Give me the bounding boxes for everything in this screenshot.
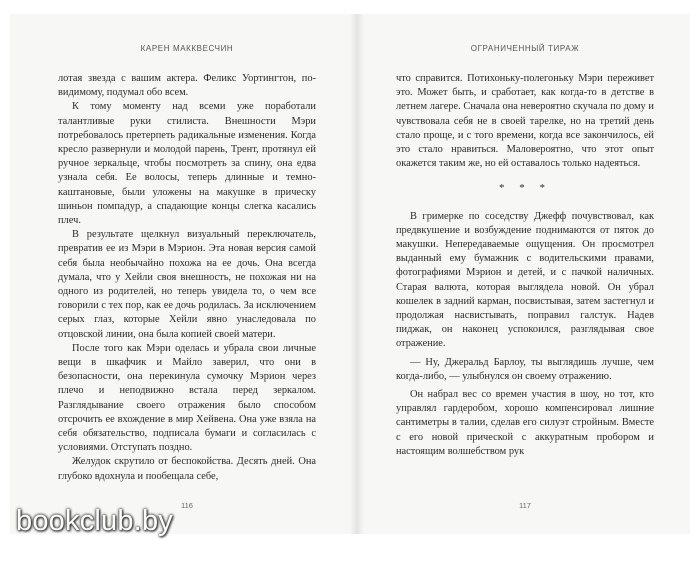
right-paragraph: — Ну, Джеральд Барлоу, ты выглядишь лучше, чем когда-либо, — улыбнулся он своему отражению. — [396, 356, 654, 382]
right-page — [396, 14, 654, 534]
section-break-ornament: * * * — [499, 182, 551, 195]
left-paragraph: К тому моменту над всеми уже поработали талантливые руки стилиста. Внешности Мэри потребовалось претерпеть радикальные изменения. Когда кресло развернули и молодой парень, Трент, протянул ей ручное зеркальце, чтобы посмотреть за спину, она едва узнала себя. Ее волосы, теперь длинные и темно-каштановые, были уложены на макушке в прическу шиньон помпадур, а спадающие концы слегка касались плеч. — [58, 101, 316, 227]
right-running-head: ОГРАНИЧЕННЫЙ ТИРАЖ — [470, 44, 580, 53]
left-paragraph: В результате щелкнул визуальный переключатель, превратив ее из Мэри в Мэрион. Эта новая версия самой себя была необычайно похожа на ее дочь. Она всегда думала, что у Хейли своя внешность, не похожая ни на одного из родителей, но теперь увидела то, о чем все говорили с тех пор, как ее дочь родилась. За исключением серых глаз, которые Хейли явно унаследовала по отцовской линии, она была копией своей матери. — [58, 229, 316, 340]
left-page — [58, 14, 316, 534]
left-page-number: 116 — [181, 501, 193, 510]
book-gutter — [350, 14, 364, 534]
left-paragraph: лотая звезда с вашим актера. Феликс Уортингтон, по-видимому, подумал обо всем. — [58, 73, 316, 99]
left-running-head: КАРЕН МАККВЕСЧИН — [140, 44, 234, 53]
left-body-text — [58, 72, 316, 484]
right-paragraph: что справится. Потихоньку-полегоньку Мэри переживет это. Может быть, и сработает, как когда-то в детстве в летнем лагере. Сначала она невероятно скучала по дому и чувствовала себя не в своей тарелке, но на третий день стало проще, и с того времени, когда все закончилось, ей это стало нравиться. Маловероятно, что этот опыт окажется таким же, но ей оставалось только надеяться. — [396, 73, 654, 170]
book-spread — [10, 14, 690, 534]
right-paragraph: Он набрал вес со времен участия в шоу, но тот, кто управлял гардеробом, хорошо компенсировал лишние сантиметры в талии, сделав его силуэт стройным. Вместе с его новой прической с аккуратным пробором и настоящим волшебством рук — [396, 389, 654, 457]
site-watermark: bookclub.by — [16, 505, 173, 537]
right-body-text — [396, 72, 654, 459]
right-paragraph: В гримерке по соседству Джефф почувствовал, как предвкушение и возбуждение поднимаются от пяток до макушки. Непередаваемые ощущения. Он просмотрел выданный ему бумажник с водительскими правами, фотографиями Мэрион и детей, и с пачкой наличных. Старая валюта, которая выглядела новой. Он убрал кошелек в задний карман, посвистывая, затем застегнул и продолжая насвистывать, поправил галстук. Надев пиджак, он наконец успокоился, разглядывая свое отражение. — [396, 210, 654, 350]
right-page-number: 117 — [519, 501, 531, 510]
left-paragraph: После того как Мэри оделась и убрала свои личные вещи в шкафчик и Майло заверил, что они в безопасности, она перекинула сумочку Мэрион через плечо и неподвижно встала перед зеркалом. Разглядывание своего отражения было способом отсрочить ее вхождение в мир Хейвена. Она уже взяла на себя обязательство, подписала бумаги и согласилась с условиями. Отступать поздно. — [58, 342, 316, 454]
left-paragraph: Желудок скрутило от беспокойства. Десять дней. Она глубоко вдохнула и пообещала себе, — [58, 456, 316, 482]
